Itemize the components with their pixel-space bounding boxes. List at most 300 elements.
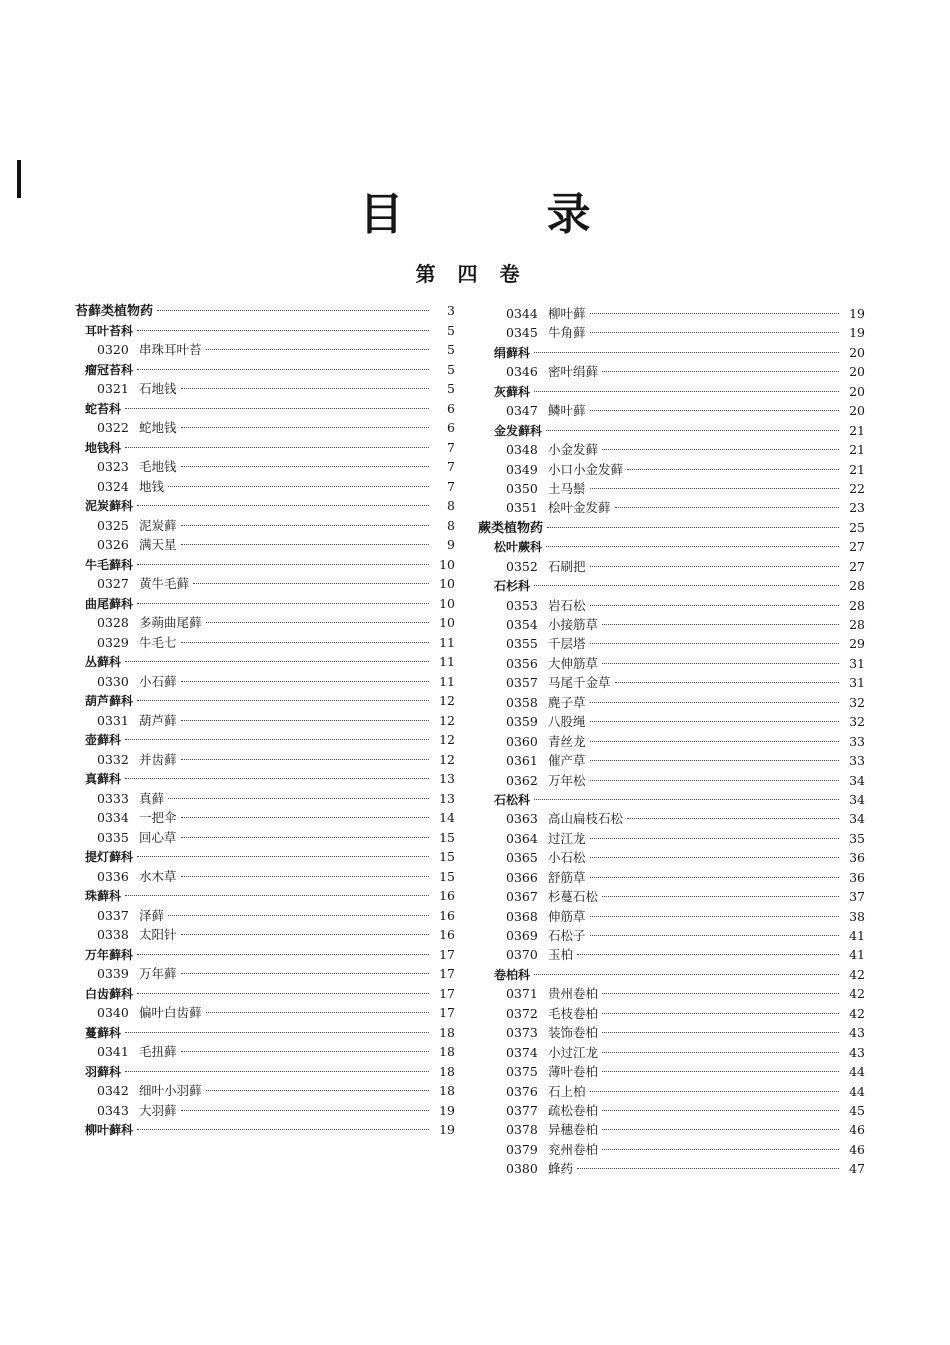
entry-page-number: 17 (439, 946, 455, 962)
entry-page-number: 32 (849, 694, 865, 710)
dot-leader (602, 449, 839, 450)
toc-entry-species[interactable] (478, 557, 865, 576)
toc-entry-species[interactable] (478, 479, 865, 498)
entry-code: 0362 (506, 772, 538, 788)
entry-label: 杉蔓石松 (548, 889, 599, 905)
toc-entry-species[interactable] (75, 457, 455, 477)
dot-leader (181, 466, 429, 467)
entry-page-number: 44 (849, 1083, 865, 1099)
entry-label: 牛角藓 (548, 325, 586, 341)
toc-entry-species[interactable] (75, 574, 455, 594)
toc-entry-species[interactable] (478, 926, 865, 945)
entry-code: 0323 (97, 459, 129, 474)
dot-leader (137, 330, 429, 331)
entry-label: 太阳针 (139, 927, 177, 942)
toc-entry-family[interactable] (478, 343, 865, 362)
entry-page-number: 29 (849, 636, 865, 652)
entry-page-number: 17 (439, 1005, 455, 1020)
toc-entry-species[interactable] (478, 1023, 865, 1042)
toc-entry-species[interactable] (75, 711, 455, 731)
toc-entry-species[interactable] (75, 828, 455, 848)
toc-entry-family[interactable] (75, 730, 455, 750)
dot-leader (590, 1091, 839, 1092)
entry-label: 蕨类植物药 (478, 520, 544, 536)
dot-leader (137, 505, 429, 506)
entry-label: 八股绳 (548, 714, 586, 730)
toc-entry-family[interactable] (478, 537, 865, 556)
dot-leader (577, 954, 839, 955)
entry-page-number: 19 (439, 1122, 455, 1137)
dot-leader (125, 661, 429, 662)
toc-entry-species[interactable] (75, 633, 455, 653)
dot-leader (590, 566, 839, 567)
dot-leader (168, 798, 429, 799)
entry-page-number: 34 (849, 772, 865, 788)
toc-entry-category[interactable] (75, 301, 455, 321)
entry-code: 0328 (97, 615, 129, 630)
toc-entry-family[interactable] (478, 576, 865, 595)
entry-label: 灰藓科 (494, 384, 531, 399)
toc-entry-species[interactable] (75, 750, 455, 770)
entry-code: 0354 (506, 617, 538, 632)
entry-page-number: 25 (849, 519, 865, 535)
entry-page-number: 42 (849, 986, 865, 1002)
toc-entry-species[interactable] (478, 868, 865, 887)
dot-leader (590, 780, 839, 781)
entry-label: 真藓科 (85, 772, 122, 786)
toc-entry-family[interactable] (75, 945, 455, 965)
dot-leader (181, 1051, 429, 1052)
dot-leader (181, 934, 429, 935)
dot-leader (125, 1032, 429, 1033)
entry-code: 0355 (506, 636, 538, 652)
entry-code: 0347 (506, 403, 538, 419)
toc-entry-species[interactable] (478, 596, 865, 615)
entry-label: 异穗卷柏 (548, 1122, 599, 1138)
entry-label: 柳叶藓 (548, 306, 586, 321)
toc-entry-species[interactable] (478, 323, 865, 342)
entry-label: 丛藓科 (85, 655, 122, 669)
entry-page-number: 42 (849, 966, 865, 982)
entry-page-number: 21 (849, 461, 865, 477)
entry-page-number: 6 (447, 400, 455, 416)
toc-entry-family[interactable] (75, 438, 455, 458)
entry-code: 0368 (506, 908, 538, 924)
entry-code: 0338 (97, 927, 129, 942)
entry-code: 0367 (506, 889, 538, 905)
entry-label: 细叶小羽藓 (139, 1083, 202, 1098)
entry-code: 0342 (97, 1083, 129, 1098)
entry-code: 0353 (506, 597, 538, 613)
entry-code: 0373 (506, 1025, 538, 1041)
dot-leader (206, 1090, 429, 1091)
entry-page-number: 7 (447, 459, 455, 474)
toc-entry-species[interactable] (478, 362, 865, 381)
toc-entry-species[interactable] (75, 808, 455, 828)
toc-entry-family[interactable] (75, 1023, 455, 1043)
dot-leader (181, 642, 429, 643)
dot-leader (590, 643, 839, 644)
entry-label: 伸筋草 (548, 908, 586, 924)
toc-entry-species[interactable] (478, 693, 865, 712)
dot-leader (590, 605, 839, 606)
dot-leader (590, 935, 839, 936)
dot-leader (137, 954, 429, 955)
entry-label: 千层塔 (548, 636, 586, 652)
entry-page-number: 15 (439, 829, 455, 845)
toc-entry-family[interactable] (75, 886, 455, 906)
entry-page-number: 38 (849, 908, 865, 924)
entry-page-number: 47 (849, 1161, 865, 1177)
entry-code: 0329 (97, 634, 129, 650)
toc-entry-family[interactable] (75, 984, 455, 1004)
entry-label: 小过江龙 (548, 1044, 599, 1060)
toc-entry-species[interactable] (478, 907, 865, 926)
toc-entry-family[interactable] (75, 399, 455, 419)
toc-entry-family[interactable] (75, 555, 455, 575)
toc-entry-species[interactable] (75, 867, 455, 887)
toc-entry-species[interactable] (478, 401, 865, 420)
dot-leader (602, 1032, 839, 1033)
toc-entry-family[interactable] (478, 421, 865, 440)
entry-label: 金发藓科 (494, 423, 543, 438)
entry-code: 0327 (97, 576, 129, 591)
dot-leader (602, 1013, 839, 1014)
dot-leader (125, 1071, 429, 1072)
entry-label: 满天星 (139, 537, 177, 552)
dot-leader (615, 507, 839, 508)
entry-page-number: 11 (439, 654, 455, 669)
entry-code: 0320 (97, 342, 129, 357)
entry-code: 0378 (506, 1122, 538, 1138)
entry-code: 0366 (506, 869, 538, 885)
entry-label: 卷柏科 (494, 967, 531, 982)
dot-leader (125, 408, 429, 409)
entry-page-number: 43 (849, 1044, 865, 1060)
toc-entry-species[interactable] (478, 829, 865, 848)
entry-code: 0369 (506, 928, 538, 943)
entry-page-number: 22 (849, 480, 865, 496)
toc-entry-species[interactable] (478, 732, 865, 751)
entry-code: 0344 (506, 306, 538, 321)
entry-code: 0336 (97, 868, 129, 884)
toc-entry-species[interactable] (478, 809, 865, 828)
entry-page-number: 6 (447, 420, 455, 435)
entry-code: 0374 (506, 1044, 538, 1060)
toc-entry-species[interactable] (478, 945, 865, 964)
toc-entry-species[interactable] (75, 535, 455, 555)
entry-label: 石松科 (494, 792, 531, 807)
entry-label: 小石松 (548, 850, 586, 866)
entry-page-number: 12 (439, 693, 455, 708)
dot-leader (168, 915, 429, 916)
entry-code: 0359 (506, 714, 538, 730)
entry-page-number: 20 (849, 364, 865, 380)
entry-label: 壶藓科 (85, 733, 122, 747)
toc-entry-species[interactable] (478, 1004, 865, 1023)
dot-leader (602, 896, 839, 897)
entry-label: 蜂药 (548, 1161, 574, 1177)
dot-leader (193, 583, 429, 584)
toc-entry-species[interactable] (478, 634, 865, 653)
entry-page-number: 21 (849, 422, 865, 438)
toc-entry-species[interactable] (478, 984, 865, 1003)
entry-label: 并齿藓 (139, 751, 177, 767)
dot-leader (602, 1110, 839, 1111)
entry-label: 回心草 (139, 829, 177, 845)
entry-code: 0334 (97, 810, 129, 825)
entry-label: 贵州卷柏 (548, 986, 599, 1002)
dot-leader (602, 371, 839, 372)
toc-entry-species[interactable] (75, 1081, 455, 1101)
entry-label: 过江龙 (548, 830, 586, 846)
dot-leader (534, 391, 839, 392)
dot-leader (590, 916, 839, 917)
entry-label: 泽藓 (139, 907, 165, 923)
toc-entry-species[interactable] (478, 654, 865, 673)
entry-label: 土马鬃 (548, 480, 586, 496)
entry-code: 0372 (506, 1005, 538, 1021)
dot-leader (590, 877, 839, 878)
entry-page-number: 41 (849, 928, 865, 943)
entry-label: 蛇地钱 (139, 420, 177, 435)
toc-entry-family[interactable] (75, 769, 455, 789)
entry-page-number: 5 (447, 322, 455, 338)
toc-entry-family[interactable] (75, 1120, 455, 1140)
toc-entry-family[interactable] (75, 652, 455, 672)
entry-code: 0348 (506, 442, 538, 458)
toc-entry-species[interactable] (478, 771, 865, 790)
toc-entry-species[interactable] (478, 1101, 865, 1120)
toc-entry-species[interactable] (478, 304, 865, 323)
toc-entry-species[interactable] (75, 964, 455, 984)
entry-label: 珠藓科 (85, 889, 122, 903)
toc-entry-species[interactable] (478, 1120, 865, 1139)
dot-leader (206, 349, 429, 350)
toc-entry-species[interactable] (75, 516, 455, 536)
entry-label: 万年藓 (139, 966, 177, 981)
entry-page-number: 3 (447, 303, 455, 318)
entry-code: 0345 (506, 325, 538, 341)
entry-code: 0330 (97, 673, 129, 689)
entry-code: 0343 (97, 1102, 129, 1118)
entry-page-number: 10 (439, 595, 455, 611)
dot-leader (181, 876, 429, 877)
entry-label: 葫芦藓 (139, 712, 177, 728)
entry-page-number: 28 (849, 578, 865, 594)
entry-code: 0376 (506, 1083, 538, 1099)
entry-label: 瘤冠苔科 (85, 362, 134, 377)
entry-page-number: 27 (849, 539, 865, 555)
toc-entry-species[interactable] (75, 789, 455, 809)
toc-entry-species[interactable] (75, 1003, 455, 1023)
entry-page-number: 18 (439, 1024, 455, 1040)
dot-leader (181, 427, 429, 428)
dot-leader (602, 1149, 839, 1150)
toc-entry-species[interactable] (478, 712, 865, 731)
toc-entry-species[interactable] (75, 340, 455, 360)
dot-leader (125, 895, 429, 896)
entry-page-number: 7 (447, 478, 455, 494)
entry-label: 毛地钱 (139, 459, 177, 474)
entry-code: 0364 (506, 830, 538, 846)
entry-page-number: 35 (849, 830, 865, 846)
dot-leader (181, 681, 429, 682)
entry-label: 石松子 (548, 928, 586, 943)
entry-page-number: 11 (439, 673, 455, 689)
entry-code: 0332 (97, 751, 129, 767)
dot-leader (590, 332, 839, 333)
toc-entry-species[interactable] (75, 925, 455, 945)
toc-entry-family[interactable] (75, 691, 455, 711)
dot-leader (590, 838, 839, 839)
dot-leader (125, 447, 429, 448)
dot-leader (547, 527, 839, 528)
toc-entry-family[interactable] (75, 847, 455, 867)
dot-leader (590, 741, 839, 742)
entry-code: 0361 (506, 753, 538, 769)
entry-label: 鳞叶藓 (548, 403, 586, 419)
entry-code: 0351 (506, 500, 538, 516)
toc-entry-species[interactable] (478, 1043, 865, 1062)
toc-entry-species[interactable] (478, 440, 865, 459)
entry-page-number: 11 (439, 634, 455, 650)
toc-entry-family[interactable] (75, 321, 455, 341)
dot-leader (137, 1129, 429, 1130)
dot-leader (602, 993, 839, 994)
dot-leader (627, 818, 839, 819)
entry-code: 0324 (97, 478, 129, 494)
toc-entry-species[interactable] (478, 1062, 865, 1081)
entry-page-number: 19 (849, 306, 865, 321)
entry-label: 松叶蕨科 (494, 540, 543, 555)
entry-page-number: 16 (439, 907, 455, 923)
toc-left-column (75, 301, 455, 1140)
dot-leader (546, 430, 839, 431)
toc-entry-species[interactable] (75, 672, 455, 692)
entry-label: 曲尾藓科 (85, 596, 134, 611)
dot-leader (137, 856, 429, 857)
toc-entry-species[interactable] (75, 906, 455, 926)
entry-label: 泥炭藓 (139, 517, 177, 533)
entry-code: 0326 (97, 537, 129, 552)
toc-entry-family[interactable] (75, 594, 455, 614)
dot-leader (534, 799, 839, 800)
dot-leader (602, 624, 839, 625)
entry-label: 玉柏 (548, 947, 574, 963)
volume-title: 第四卷 (415, 262, 542, 286)
dot-leader (125, 739, 429, 740)
toc-entry-species[interactable] (478, 848, 865, 867)
toc-entry-species[interactable] (478, 460, 865, 479)
toc-entry-family[interactable] (75, 496, 455, 516)
dot-leader (590, 721, 839, 722)
toc-entry-family[interactable] (478, 790, 865, 809)
toc-entry-family[interactable] (478, 382, 865, 401)
entry-label: 大伸筋草 (548, 655, 599, 671)
entry-label: 地钱 (139, 478, 165, 494)
entry-page-number: 19 (849, 325, 865, 341)
entry-label: 蔓藓科 (85, 1025, 122, 1040)
toc-right-column (478, 304, 865, 1179)
entry-code: 0333 (97, 790, 129, 806)
dot-leader (590, 488, 839, 489)
toc-entry-species[interactable] (478, 887, 865, 906)
entry-code: 0350 (506, 480, 538, 496)
dot-leader (157, 310, 429, 311)
entry-label: 催产草 (548, 753, 586, 769)
entry-code: 0380 (506, 1161, 538, 1177)
toc-entry-species[interactable] (75, 1101, 455, 1121)
toc-entry-species[interactable] (478, 1159, 865, 1178)
entry-label: 牛毛七 (139, 634, 177, 650)
entry-code: 0365 (506, 850, 538, 866)
dot-leader (181, 544, 429, 545)
entry-page-number: 28 (849, 617, 865, 632)
toc-entry-species[interactable] (478, 498, 865, 517)
toc-entry-family[interactable] (75, 360, 455, 380)
toc-entry-species[interactable] (75, 379, 455, 399)
entry-label: 桧叶金发藓 (548, 500, 611, 516)
toc-entry-species[interactable] (478, 673, 865, 692)
toc-entry-category[interactable] (478, 518, 865, 537)
toc-entry-species[interactable] (75, 1042, 455, 1062)
entry-label: 水木草 (139, 868, 177, 884)
entry-code: 0341 (97, 1044, 129, 1059)
entry-page-number: 15 (439, 868, 455, 884)
toc-entry-species[interactable] (478, 1140, 865, 1159)
entry-label: 绢藓科 (494, 345, 531, 360)
dot-leader (602, 663, 839, 664)
entry-page-number: 34 (849, 791, 865, 807)
toc-entry-family[interactable] (478, 965, 865, 984)
entry-page-number: 16 (439, 888, 455, 903)
entry-page-number: 23 (849, 500, 865, 516)
toc-entry-species[interactable] (478, 615, 865, 634)
entry-code: 0379 (506, 1141, 538, 1157)
entry-page-number: 13 (439, 771, 455, 786)
entry-page-number: 20 (849, 383, 865, 399)
entry-page-number: 42 (849, 1005, 865, 1021)
entry-page-number: 32 (849, 714, 865, 730)
entry-label: 地钱科 (85, 440, 122, 455)
toc-entry-species[interactable] (75, 613, 455, 633)
toc-entry-species[interactable] (478, 1082, 865, 1101)
toc-entry-species[interactable] (75, 418, 455, 438)
toc-entry-species[interactable] (478, 751, 865, 770)
entry-label: 真藓 (139, 790, 165, 806)
entry-page-number: 20 (849, 403, 865, 419)
entry-label: 石地钱 (139, 381, 177, 396)
entry-page-number: 45 (849, 1102, 865, 1118)
entry-label: 兖州卷柏 (548, 1141, 599, 1157)
toc-entry-species[interactable] (75, 477, 455, 497)
dot-leader (590, 702, 839, 703)
dot-leader (602, 1129, 839, 1130)
entry-label: 一把伞 (139, 810, 177, 825)
dot-leader (590, 760, 839, 761)
toc-entry-family[interactable] (75, 1062, 455, 1082)
dot-leader (627, 469, 839, 470)
entry-label: 毛枝卷柏 (548, 1005, 599, 1021)
entry-page-number: 8 (447, 498, 455, 513)
entry-page-number: 31 (849, 675, 865, 691)
entry-page-number: 21 (849, 442, 865, 458)
entry-page-number: 20 (849, 344, 865, 360)
entry-page-number: 10 (439, 556, 455, 572)
dot-leader (181, 720, 429, 721)
dot-leader (137, 993, 429, 994)
